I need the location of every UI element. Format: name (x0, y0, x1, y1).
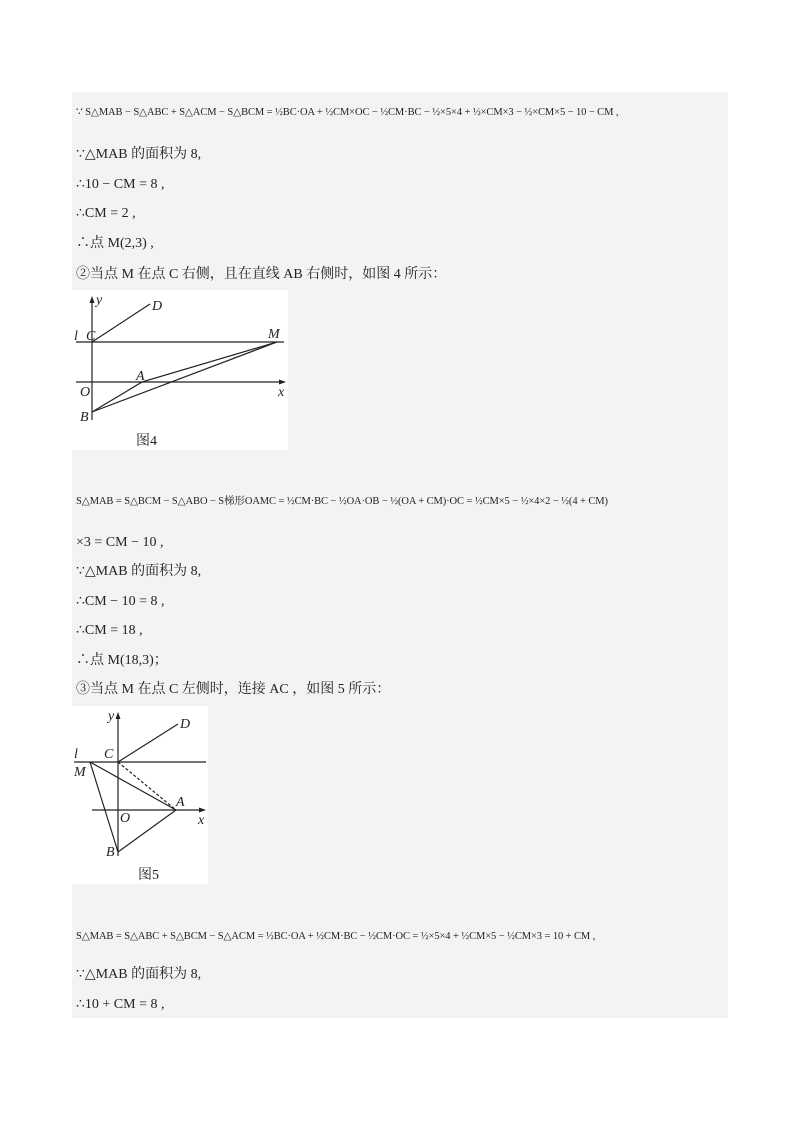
fig5-label-c: C (104, 747, 114, 762)
fig5-caption: 图5 (138, 868, 159, 883)
fig4-label-d: D (152, 299, 163, 314)
equation-line-3: ∴10 + CM = 8 , (76, 997, 165, 1012)
fig4-label-l: l (74, 329, 78, 344)
fig4-label-c: C (86, 329, 96, 344)
fig4-label-a: A (136, 369, 145, 384)
equation-area-case1: ∵ S△MAB − S△ABC + S△ACM − S△BCM = ½BC·OA + ½CM×OC − ½CM·BC − ½×5×4 + ½×CM×3 − ½×CM×5 − 10 − CM , (76, 107, 619, 118)
fig4-label-o: O (80, 385, 91, 400)
fig4-label-x: x (278, 385, 285, 400)
fig4-label-y: y (96, 293, 103, 308)
equation-line-2: ∴CM − 10 = 8 , (76, 594, 165, 609)
figure-5 (72, 706, 208, 884)
area-given-line: ∵△MAB 的面积为 8, (76, 147, 202, 162)
figure-4-diagram (72, 290, 288, 450)
fig5-label-d: D (180, 717, 191, 732)
figure-4 (72, 290, 288, 450)
fig4-label-m: M (268, 327, 280, 342)
area-given-line-3: ∵△MAB 的面积为 8, (76, 967, 202, 982)
fig5-label-x: x (198, 813, 205, 828)
case-3-heading: ③当点 M 在点 C 左侧时，连接 AC ，如图 5 所示： (76, 682, 391, 697)
equation-area-case3: S△MAB = S△ABC + S△BCM − S△ACM = ½BC·OA + ½CM·BC − ½CM·OC = ½×5×4 + ½CM×5 − ½CM×3 = 10 + CM , (76, 931, 596, 942)
fig5-label-o: O (120, 811, 131, 826)
point-m-line: ∴点 M(2,3) , (76, 236, 154, 251)
fig5-label-y: y (108, 709, 115, 724)
fig4-label-b: B (80, 410, 89, 425)
case-2-heading: ②当点 M 在点 C 右侧，且在直线 AB 右侧时，如图 4 所示： (76, 267, 447, 282)
result-line: ∴CM = 2 , (76, 206, 136, 221)
point-m-line-2: ∴点 M(18,3)； (76, 653, 168, 668)
equation-continued-line: ×3 = CM − 10 , (76, 535, 164, 550)
result-line-2: ∴CM = 18 , (76, 623, 143, 638)
fig5-label-m: M (74, 765, 86, 780)
fig5-label-l: l (74, 747, 78, 762)
fig4-caption: 图4 (136, 434, 157, 449)
area-given-line-2: ∵△MAB 的面积为 8, (76, 564, 202, 579)
figure-5-diagram (72, 706, 208, 884)
fig5-label-a: A (176, 795, 185, 810)
fig5-label-b: B (106, 845, 115, 860)
equation-area-case2: S△MAB = S△BCM − S△ABO − S梯形OAMC = ½CM·BC − ½OA·OB − ½(OA + CM)·OC = ½CM×5 − ½×4×2 − ½(4 + CM) (76, 496, 608, 507)
equation-line: ∴10 − CM = 8 , (76, 177, 165, 192)
